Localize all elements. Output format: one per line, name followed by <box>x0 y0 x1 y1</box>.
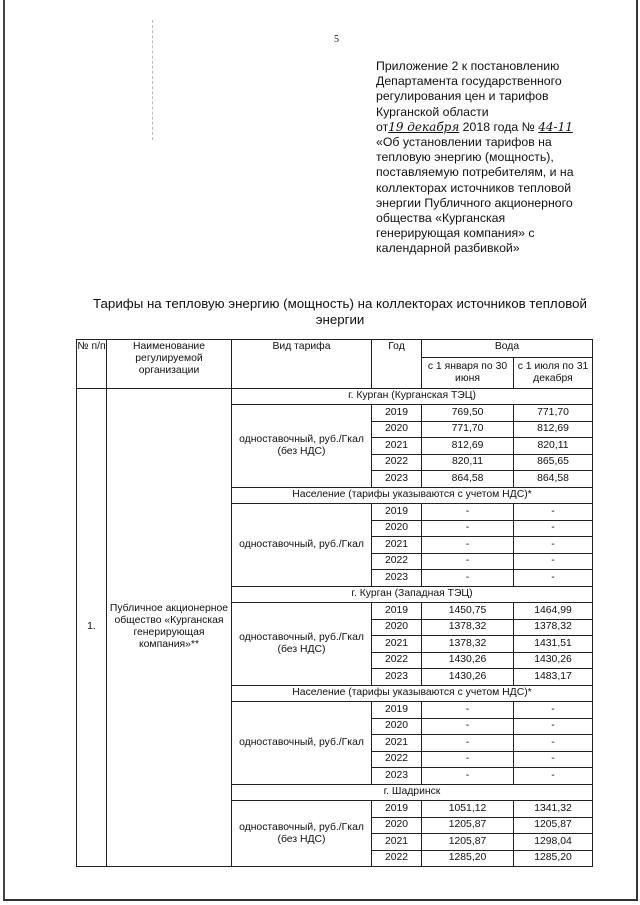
organization-name: Публичное акционерное общество «Курганская генерирующая компания»** <box>107 388 232 867</box>
second-half-value: - <box>514 751 593 768</box>
first-half-value: 812,69 <box>422 438 514 455</box>
header-water: Вода <box>422 340 593 358</box>
year-cell: 2023 <box>372 570 422 587</box>
second-half-value: 1431,51 <box>514 636 593 653</box>
page-border-bottom <box>3 899 638 901</box>
first-half-value: 1430,26 <box>422 669 514 686</box>
decree-title-line: «Об установлении тарифов на <box>376 135 552 150</box>
year-cell: 2019 <box>372 801 422 818</box>
document-title-line: Тарифы на тепловую энергию (мощность) на коллекторах источников тепловой <box>93 296 587 311</box>
first-half-value: 1430,26 <box>422 652 514 669</box>
year-cell: 2022 <box>372 553 422 570</box>
second-half-value: 1341,32 <box>514 801 593 818</box>
header-number: № п/п <box>77 340 107 389</box>
first-half-value: - <box>422 751 514 768</box>
year-cell: 2020 <box>372 619 422 636</box>
first-half-value: - <box>422 553 514 570</box>
decree-title-line: поставляемую потребителям, и на <box>376 165 574 180</box>
second-half-value: - <box>514 702 593 719</box>
year-cell: 2019 <box>372 405 422 422</box>
decree-title-line: календарной разбивкой» <box>376 241 520 256</box>
year-cell: 2021 <box>372 636 422 653</box>
header-second-half: с 1 июля по 31 декабря <box>514 357 593 388</box>
year-cell: 2021 <box>372 438 422 455</box>
decree-title-line: общества «Курганская <box>376 211 506 226</box>
first-half-value: 1378,32 <box>422 619 514 636</box>
first-half-value: 1285,20 <box>422 850 514 867</box>
date-prefix: от <box>376 119 389 134</box>
document-title-line: энергии <box>315 311 365 327</box>
second-half-value: - <box>514 537 593 554</box>
section-title: г. Курган (Курганская ТЭЦ) <box>232 388 593 405</box>
appendix-header <box>376 59 626 257</box>
decree-title-line: генерирующая компания» с <box>376 226 535 241</box>
document-title <box>80 296 600 327</box>
first-half-value: - <box>422 520 514 537</box>
second-half-value: - <box>514 553 593 570</box>
handwritten-date: 19 декабря <box>388 119 460 134</box>
second-half-value: 1285,20 <box>514 850 593 867</box>
section-row <box>77 388 593 405</box>
first-half-value: 1450,75 <box>422 603 514 620</box>
tariff-type: одноставочный, руб./Гкал (без НДС) <box>232 405 372 488</box>
first-half-value: 769,50 <box>422 405 514 422</box>
first-half-value: 864,58 <box>422 471 514 488</box>
page-border-right <box>636 0 638 900</box>
tariff-type: одноставочный, руб./Гкал (без НДС) <box>232 603 372 686</box>
second-half-value: 864,58 <box>514 471 593 488</box>
appendix-line: Департамента государственного <box>376 74 562 89</box>
decree-date-line <box>376 120 626 135</box>
scan-artifact <box>152 20 153 140</box>
first-half-value: 1051,12 <box>422 801 514 818</box>
year-cell: 2023 <box>372 471 422 488</box>
tariff-type: одноставочный, руб./Гкал (без НДС) <box>232 801 372 867</box>
decree-title-line: энергии Публичного акционерного <box>376 195 573 210</box>
year-cell: 2023 <box>372 669 422 686</box>
year-cell: 2020 <box>372 421 422 438</box>
first-half-value: 1205,87 <box>422 834 514 851</box>
second-half-value: 820,11 <box>514 438 593 455</box>
year-cell: 2020 <box>372 718 422 735</box>
second-half-value: - <box>514 504 593 521</box>
second-half-value: 1464,99 <box>514 603 593 620</box>
year-cell: 2020 <box>372 817 422 834</box>
year-cell: 2022 <box>372 454 422 471</box>
page-number: 5 <box>334 34 339 45</box>
handwritten-number: 44-11 <box>538 119 573 134</box>
year-cell: 2022 <box>372 652 422 669</box>
second-half-value: 1483,17 <box>514 669 593 686</box>
second-half-value: 1298,04 <box>514 834 593 851</box>
year-cell: 2019 <box>372 504 422 521</box>
appendix-line: регулирования цен и тарифов <box>376 89 549 104</box>
year-text: 2018 года № <box>459 119 539 134</box>
year-cell: 2021 <box>372 735 422 752</box>
row-number: 1. <box>77 388 107 867</box>
year-cell: 2019 <box>372 702 422 719</box>
year-cell: 2022 <box>372 850 422 867</box>
section-title: Население (тарифы указываются с учетом НДС)* <box>232 685 593 702</box>
year-cell: 2021 <box>372 537 422 554</box>
section-title: г. Курган (Западная ТЭЦ) <box>232 586 593 603</box>
first-half-value: 1378,32 <box>422 636 514 653</box>
year-cell: 2021 <box>372 834 422 851</box>
year-cell: 2022 <box>372 751 422 768</box>
tariff-type: одноставочный, руб./Гкал <box>232 702 372 785</box>
appendix-line: Приложение 2 к постановлению <box>376 59 560 73</box>
tariff-type: одноставочный, руб./Гкал <box>232 504 372 587</box>
first-half-value: - <box>422 768 514 785</box>
section-title: Население (тарифы указываются с учетом НДС)* <box>232 487 593 504</box>
first-half-value: - <box>422 702 514 719</box>
first-half-value: - <box>422 718 514 735</box>
header-first-half: с 1 января по 30 июня <box>422 357 514 388</box>
second-half-value: - <box>514 768 593 785</box>
first-half-value: - <box>422 735 514 752</box>
first-half-value: - <box>422 504 514 521</box>
second-half-value: - <box>514 570 593 587</box>
year-cell: 2019 <box>372 603 422 620</box>
second-half-value: 771,70 <box>514 405 593 422</box>
second-half-value: 1430,26 <box>514 652 593 669</box>
first-half-value: - <box>422 537 514 554</box>
year-cell: 2023 <box>372 768 422 785</box>
second-half-value: 1205,87 <box>514 817 593 834</box>
header-year: Год <box>372 340 422 389</box>
first-half-value: 820,11 <box>422 454 514 471</box>
second-half-value: 1378,32 <box>514 619 593 636</box>
header-organization: Наименование регулируемой организации <box>107 340 232 389</box>
second-half-value: - <box>514 735 593 752</box>
first-half-value: - <box>422 570 514 587</box>
tariff-table-body <box>77 388 593 867</box>
header-tariff-type: Вид тарифа <box>232 340 372 389</box>
tariff-table <box>76 339 593 867</box>
appendix-line: Курганской области <box>376 104 489 119</box>
second-half-value: 865,65 <box>514 454 593 471</box>
page-border-left <box>3 0 5 900</box>
section-title: г. Шадринск <box>232 784 593 801</box>
second-half-value: - <box>514 718 593 735</box>
decree-title-line: коллекторах источников тепловой <box>376 180 572 195</box>
first-half-value: 771,70 <box>422 421 514 438</box>
year-cell: 2020 <box>372 520 422 537</box>
second-half-value: - <box>514 520 593 537</box>
first-half-value: 1205,87 <box>422 817 514 834</box>
decree-title-line: тепловую энергию (мощность), <box>376 150 554 165</box>
second-half-value: 812,69 <box>514 421 593 438</box>
